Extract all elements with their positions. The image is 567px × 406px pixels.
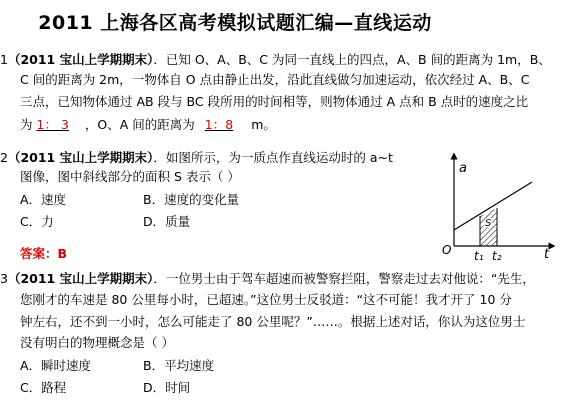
- x-axis-label: t: [544, 247, 550, 262]
- question-2-number: 2: [0, 150, 8, 165]
- question-3-option-d: D．时间: [143, 380, 191, 395]
- question-1-number: 1: [0, 52, 8, 67]
- question-2-line-2: 图像，图中斜线部分的面积 S 表示（ ）: [20, 169, 240, 184]
- question-1-source: （2011 宝山上学期期末）: [7, 52, 154, 67]
- question-3-number: 3: [0, 271, 8, 286]
- question-2-option-d: D．质量: [143, 214, 191, 229]
- question-2-option-c: C．力: [20, 214, 54, 229]
- question-3-line-2: 您刚才的车速是 80 公里每小时，已超速。”这位男士反驳道：“这不可能！我才开了 10 分: [20, 292, 512, 307]
- question-2-source: （2011 宝山上学期期末）: [7, 150, 154, 165]
- question-1-line-2: C 间的距离为 2m，一物体自 O 点由静止出发，沿此直线做匀加速运动，依次经过 A、B、C: [20, 72, 530, 87]
- question-1-suffix: m。: [251, 117, 276, 132]
- question-1-answer-ratio: 1： 3: [36, 117, 69, 132]
- question-2-answer: 答案：B: [20, 246, 68, 261]
- question-3-option-a: A．瞬时速度: [20, 358, 92, 373]
- question-2-line-1: [0, 149, 393, 167]
- question-1-prefix: 为: [20, 117, 33, 132]
- y-axis-label: a: [459, 161, 467, 176]
- question-3-text: ．一位男士由于驾车超速而被警察拦阻，警察走过去对他说：“先生，: [153, 271, 535, 286]
- question-1-middle: ，O、A 间的距离为: [84, 117, 195, 132]
- at-graph: [440, 150, 560, 262]
- question-2-option-b: B．速度的变化量: [143, 192, 240, 207]
- question-1-text: ．已知 O、A、B、C 为同一直线上的四点，A、B 间的距离为 1m，B、: [153, 52, 551, 67]
- question-3-option-c: C．路程: [20, 380, 67, 395]
- question-3-line-1: [0, 270, 535, 288]
- question-3-source: （2011 宝山上学期期末）: [7, 271, 154, 286]
- area-label: S: [485, 218, 492, 229]
- t2-label: t₂: [492, 249, 502, 262]
- question-2-option-a: A．速度: [20, 192, 67, 207]
- question-3-option-b: B．平均速度: [143, 358, 215, 373]
- t1-label: t₁: [474, 249, 484, 262]
- question-1-answer-distance: 1：8: [204, 117, 234, 132]
- question-1-line-1: [0, 51, 551, 69]
- question-3-line-4: 没有明白的物理概念是（ ）: [20, 335, 174, 350]
- question-1-line-3: 三点，已知物体通过 AB 段与 BC 段所用的时间相等，则物体通过 A 点和 B 点时的速度之比: [20, 94, 529, 109]
- question-2-text: ．如图所示，为一质点作直线运动时的 a~t: [153, 150, 393, 165]
- page-title: 2011 上海各区高考模拟试题汇编—直线运动: [38, 12, 432, 34]
- origin-label: O: [442, 243, 452, 257]
- question-1-line-4: [20, 116, 276, 134]
- question-3-line-3: 钟左右，还不到一小时，怎么可能走了 80 公里呢？”……。根据上述对话，你认为这位男士: [20, 314, 526, 329]
